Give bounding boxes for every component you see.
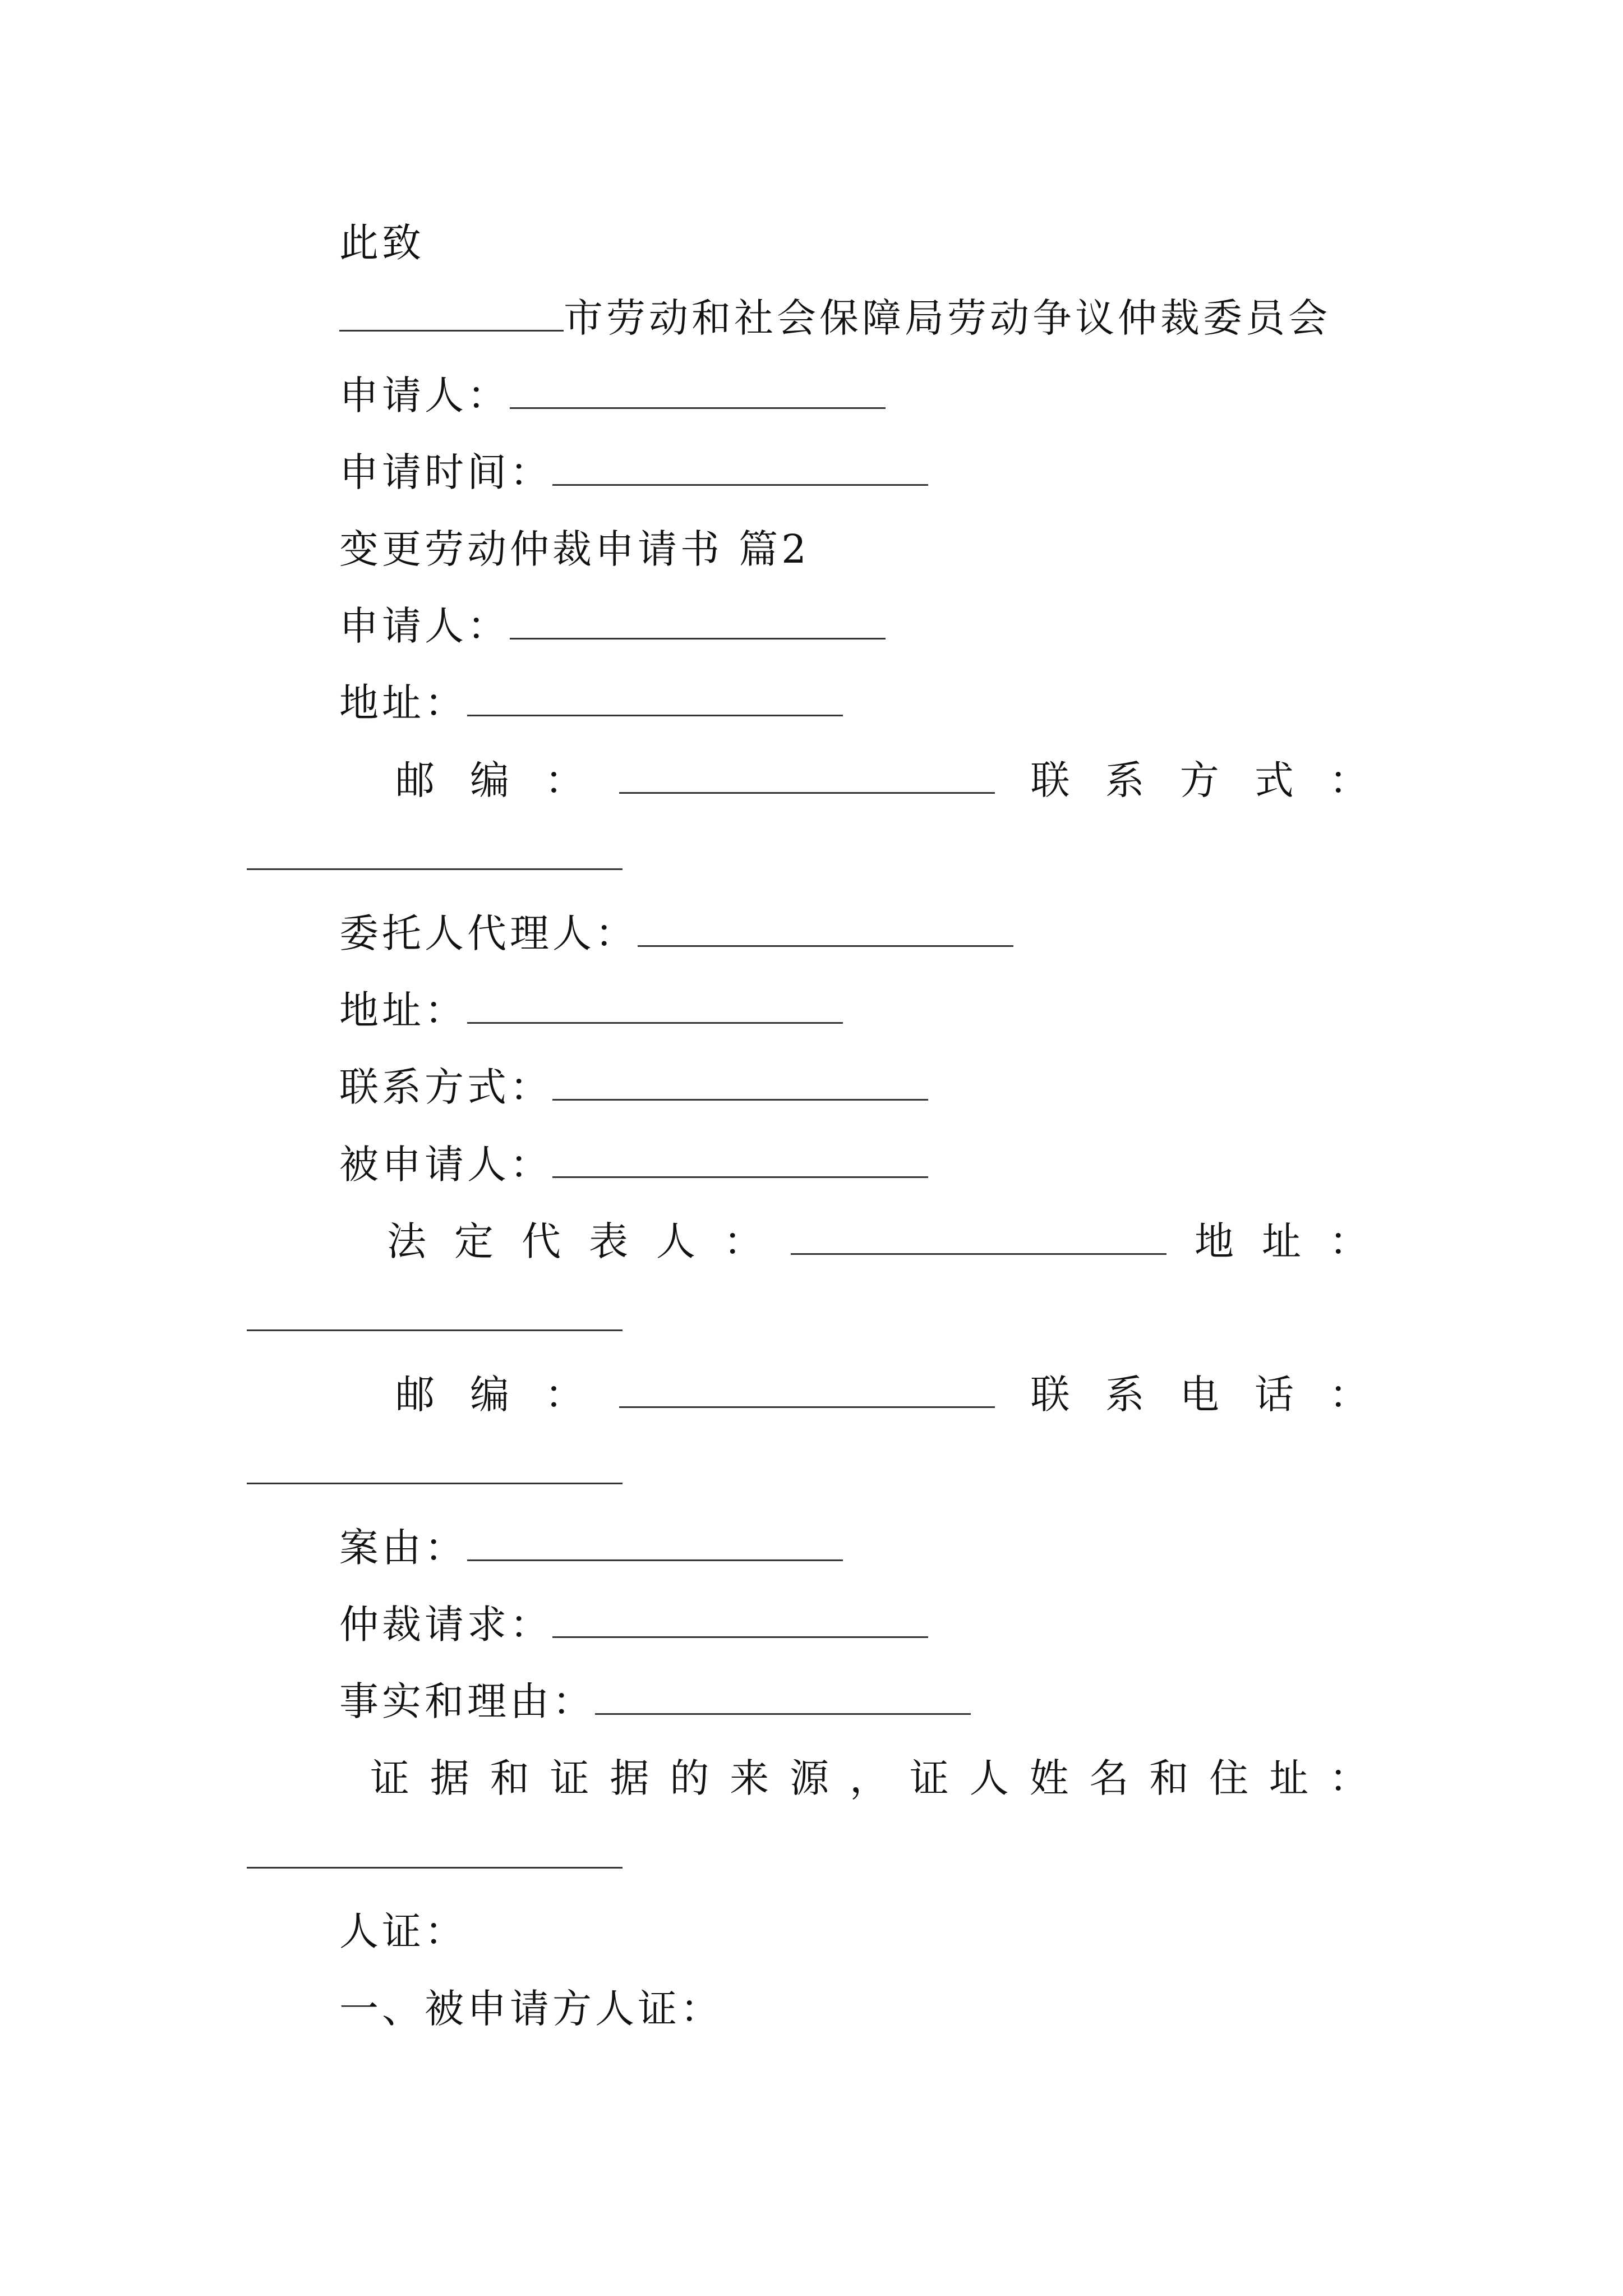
claims-line: 仲裁请求： — [339, 1599, 928, 1650]
phone-blank[interactable] — [247, 1448, 623, 1484]
postcode-phone-line: 邮 编 ： 联 系 电 话 ： — [395, 1372, 1368, 1418]
respondent-line: 被申请人： — [339, 1139, 928, 1190]
contact-continuation-1 — [247, 831, 623, 882]
agent-line: 委托人代理人： — [339, 908, 1013, 959]
evidence-line: 证 据 和 证 据 的 来 源 ， 证 人 姓 名 和 住 址 ： — [370, 1755, 1368, 1801]
address-continuation-3 — [247, 1292, 623, 1343]
phone-continuation — [247, 1446, 623, 1496]
salutation: 此致 — [339, 220, 425, 266]
postcode-blank-1[interactable] — [619, 757, 995, 794]
apply-time-line: 申请时间： — [339, 447, 928, 498]
address-blank-2[interactable] — [467, 987, 843, 1024]
postcode-blank-2[interactable] — [619, 1372, 995, 1408]
section-title: 变更劳动仲裁申请书 篇2 — [339, 526, 810, 572]
evidence-blank[interactable] — [247, 1832, 623, 1869]
applicant-blank-2[interactable] — [510, 603, 886, 639]
legal-rep-address-line: 法 定 代 表 人 ： 地 址 ： — [387, 1218, 1368, 1264]
apply-time-blank[interactable] — [552, 449, 928, 486]
applicant-line: 申请人： — [339, 601, 886, 651]
applicant-signature-line: 申请人： — [339, 370, 886, 421]
facts-blank[interactable] — [595, 1678, 971, 1715]
contact-line-2: 联系方式： — [339, 1062, 928, 1112]
respondent-blank[interactable] — [552, 1142, 928, 1178]
claims-blank[interactable] — [552, 1602, 928, 1638]
contact-blank-1[interactable] — [247, 834, 623, 870]
cause-blank[interactable] — [467, 1525, 843, 1561]
address-line-1: 地址： — [339, 678, 843, 728]
facts-line: 事实和理由： — [339, 1676, 971, 1727]
witness-line: 人证： — [339, 1908, 467, 1954]
address-blank-1[interactable] — [467, 680, 843, 716]
city-blank[interactable] — [339, 295, 564, 332]
legal-rep-blank[interactable] — [791, 1218, 1166, 1255]
address-blank-3[interactable] — [247, 1295, 623, 1331]
cause-line: 案由： — [339, 1522, 843, 1573]
postcode-contact-line: 邮 编 ： 联 系 方 式 ： — [395, 757, 1368, 803]
contact-blank-2[interactable] — [552, 1064, 928, 1101]
address-line-2: 地址： — [339, 985, 843, 1036]
respondent-witness-line: 一、被申请方人证： — [339, 1986, 723, 2032]
agent-blank[interactable] — [638, 910, 1013, 947]
evidence-continuation — [247, 1830, 623, 1880]
applicant-blank[interactable] — [510, 372, 886, 409]
committee-line: 市劳动和社会保障局劳动争议仲裁委员会 — [339, 293, 1331, 343]
